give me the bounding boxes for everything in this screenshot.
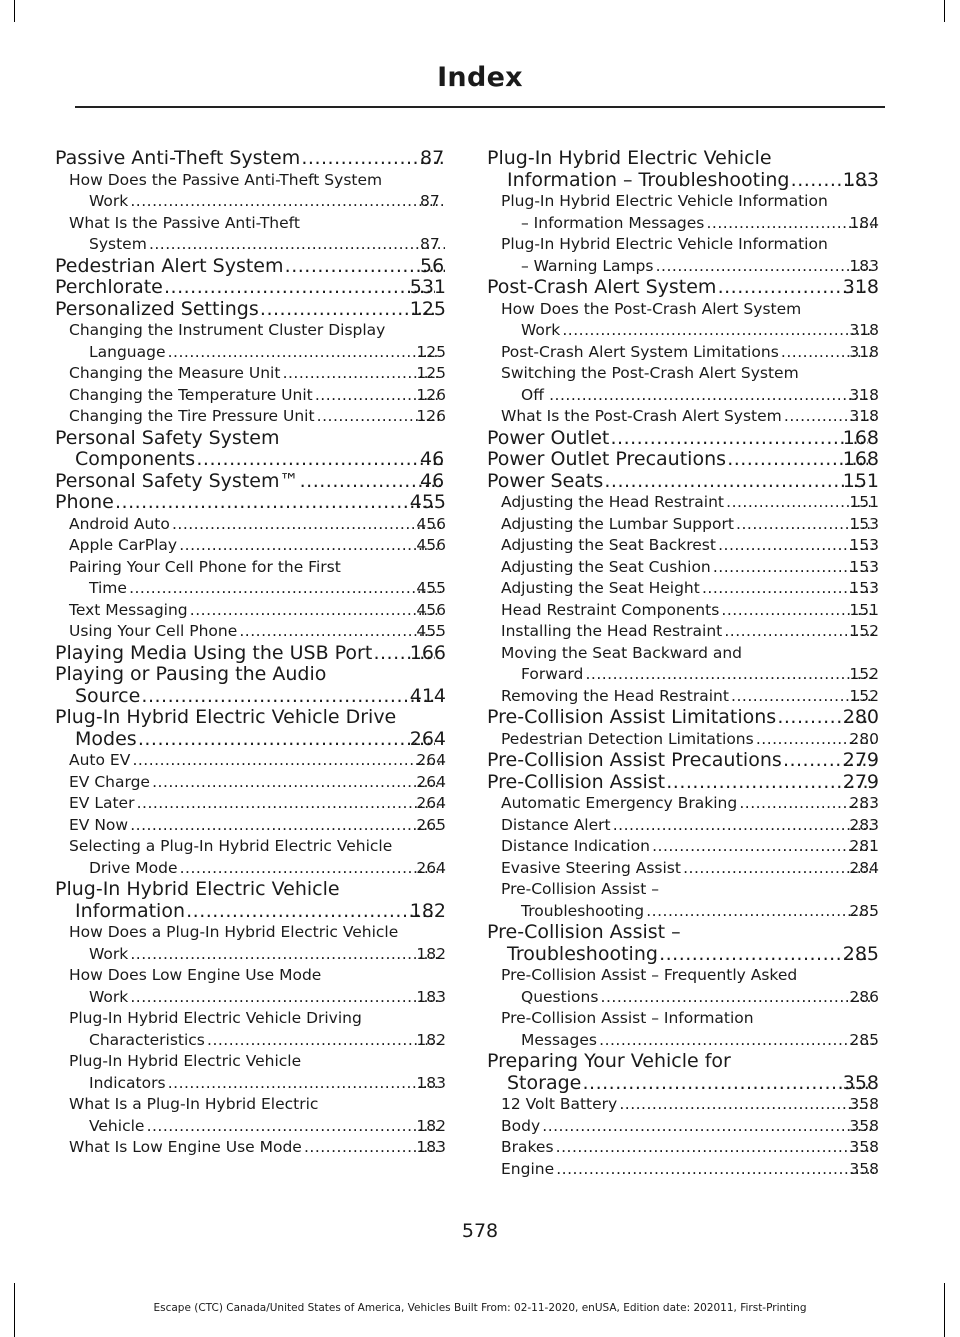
entry-page-number: 264 bbox=[416, 772, 446, 791]
entry-page-number: 455 bbox=[416, 622, 446, 640]
page-number: 578 bbox=[461, 1220, 499, 1242]
index-subentry bbox=[501, 815, 879, 837]
entry-title-line: Pre-Collision Assist – bbox=[501, 880, 659, 898]
entry-page-number: 455 bbox=[409, 491, 446, 513]
entry-title: Text Messaging bbox=[69, 600, 188, 619]
entry-page-number: 283 bbox=[849, 815, 879, 834]
entry-page-number: 358 bbox=[849, 1159, 879, 1178]
dot-leader bbox=[654, 256, 874, 278]
entry-title: Pre-Collision Assist Limitations bbox=[487, 706, 777, 728]
entry-title-line: Pairing Your Cell Phone for the First bbox=[69, 557, 341, 576]
entry-title-line: What Is the Passive Anti-Theft bbox=[69, 213, 300, 232]
dot-leader bbox=[186, 901, 435, 923]
entry-page-number: 279 bbox=[842, 770, 879, 793]
dot-leader bbox=[612, 815, 875, 837]
entry-page-number: 264 bbox=[416, 794, 446, 812]
entry-page-number: 456 bbox=[416, 536, 446, 554]
index-subentry bbox=[501, 729, 879, 751]
entry-page-number: 285 bbox=[849, 1030, 879, 1049]
entry-page-number: 153 bbox=[849, 536, 879, 554]
dot-leader bbox=[115, 492, 435, 514]
entry-title: Drive Mode bbox=[89, 858, 178, 877]
index-entry: Personal Safety System™ ..... 46 bbox=[55, 471, 446, 493]
entry-page-number: 183 bbox=[416, 987, 446, 1006]
entry-title: Changing the Tire Pressure Unit bbox=[69, 407, 315, 425]
entry-title-line: Pre-Collision Assist – Frequently Asked bbox=[501, 966, 798, 984]
index-entry bbox=[55, 707, 446, 750]
dot-leader bbox=[604, 471, 868, 493]
entry-title: What Is the Post-Crash Alert System bbox=[501, 407, 782, 425]
dot-leader bbox=[618, 1094, 874, 1116]
dot-leader bbox=[555, 1159, 874, 1181]
entry-title: Personalized Settings bbox=[55, 297, 259, 320]
crop-mark-top-left bbox=[14, 0, 15, 22]
entry-page-number: 125 bbox=[416, 364, 446, 382]
entry-page-number: 184 bbox=[849, 213, 879, 232]
entry-title: Body bbox=[501, 1116, 541, 1135]
entry-title-line: Plug-In Hybrid Electric Vehicle Driving bbox=[69, 1009, 362, 1027]
dot-leader bbox=[599, 987, 874, 1009]
entry-page-number: 318 bbox=[849, 342, 879, 361]
index-entry bbox=[55, 643, 446, 665]
entry-title: EV Now bbox=[69, 815, 129, 834]
header-divider bbox=[75, 106, 885, 108]
dot-leader bbox=[129, 987, 441, 1009]
index-subentry bbox=[69, 750, 446, 772]
entry-title: EV Charge bbox=[69, 772, 150, 791]
entry-page-number: 280 bbox=[842, 706, 879, 728]
entry-title: Auto EV bbox=[69, 751, 131, 769]
entry-title-line: Plug-In Hybrid Electric Vehicle bbox=[69, 1052, 302, 1070]
index-subentry bbox=[69, 815, 446, 837]
dot-leader bbox=[651, 836, 874, 858]
entry-title: Post-Crash Alert System bbox=[487, 276, 717, 298]
index-subentry bbox=[69, 1137, 446, 1159]
page-title: Index bbox=[437, 62, 523, 93]
index-subentry bbox=[501, 858, 879, 880]
entry-page-number: 455 bbox=[416, 579, 446, 597]
dot-leader bbox=[584, 664, 874, 686]
index-subentry bbox=[501, 965, 879, 1008]
entry-title-line: How Does Low Engine Use Mode bbox=[69, 966, 322, 984]
entry-title: Apple CarPlay bbox=[69, 536, 178, 554]
entry-title: Language bbox=[89, 342, 166, 361]
entry-title-line: Personal Safety System bbox=[55, 426, 280, 449]
index-subentry bbox=[501, 234, 879, 277]
dot-leader bbox=[610, 428, 867, 450]
entry-title: Time bbox=[89, 579, 127, 597]
index-entry bbox=[55, 277, 446, 299]
index-subentry bbox=[69, 514, 446, 536]
entry-page-number: 126 bbox=[416, 407, 446, 425]
entry-title: Questions bbox=[521, 987, 599, 1006]
index-column-left bbox=[55, 148, 446, 1159]
entry-title-line: Moving the Seat Backward and bbox=[501, 643, 742, 662]
index-subentry bbox=[69, 836, 446, 879]
entry-title: Adjusting the Seat Height bbox=[501, 579, 700, 597]
index-entry bbox=[487, 277, 879, 299]
entry-title: Pedestrian Alert System bbox=[55, 254, 284, 277]
entry-page-number: 166 bbox=[409, 641, 446, 664]
entry-page-number: 280 bbox=[849, 729, 879, 748]
entry-title: Work bbox=[89, 944, 129, 963]
entry-page-number: 182 bbox=[416, 1030, 446, 1049]
entry-title: Engine bbox=[501, 1159, 555, 1178]
entry-title-line: How Does the Post-Crash Alert System bbox=[501, 299, 802, 318]
index-subentry bbox=[501, 1116, 879, 1138]
dot-leader bbox=[659, 944, 868, 966]
dot-leader bbox=[206, 1030, 442, 1052]
index-entry bbox=[55, 879, 446, 922]
index-subentry bbox=[69, 320, 446, 363]
entry-title: Work bbox=[89, 192, 129, 210]
entry-title: Work bbox=[521, 321, 561, 339]
index-subentry bbox=[501, 793, 879, 815]
index-subentry: What Is the Passive Anti-Theft System ..... 87 bbox=[69, 213, 446, 256]
entry-title: Forward bbox=[521, 665, 584, 683]
entry-page-number: 182 bbox=[416, 944, 446, 963]
crop-mark-top-right bbox=[944, 0, 945, 22]
entry-page-number: 168 bbox=[842, 448, 879, 470]
entry-title-line: Plug-In Hybrid Electric Vehicle Information bbox=[501, 192, 828, 210]
index-entry bbox=[487, 1051, 879, 1094]
entry-title-line: How Does the Passive Anti-Theft System bbox=[69, 170, 383, 189]
entry-page-number: 265 bbox=[416, 815, 446, 834]
index-subentry bbox=[501, 299, 879, 342]
index-subentry bbox=[501, 1008, 879, 1051]
dot-leader bbox=[167, 342, 442, 364]
entry-page-number: 152 bbox=[849, 686, 879, 705]
entry-title: Source bbox=[75, 684, 141, 707]
entry-page-number: 456 bbox=[416, 600, 446, 619]
dot-leader bbox=[148, 234, 445, 256]
index-entry bbox=[487, 922, 879, 965]
dot-leader bbox=[167, 1073, 442, 1095]
entry-title: Post-Crash Alert System Limitations bbox=[501, 342, 779, 361]
index-entry bbox=[487, 707, 879, 729]
entry-title: Evasive Steering Assist bbox=[501, 858, 681, 877]
entry-title: Changing the Measure Unit bbox=[69, 364, 281, 382]
entry-title: Android Auto bbox=[69, 514, 170, 533]
entry-title: Indicators bbox=[89, 1073, 166, 1092]
index-subentry bbox=[501, 557, 879, 579]
dot-leader bbox=[129, 191, 445, 213]
index-subentry bbox=[69, 965, 446, 1008]
dot-leader bbox=[196, 449, 445, 471]
entry-title: Messages bbox=[521, 1030, 598, 1049]
entry-page-number: 264 bbox=[416, 751, 446, 769]
entry-title: Power Seats bbox=[487, 469, 604, 492]
entry-page-number: 283 bbox=[849, 794, 879, 812]
index-subentry bbox=[501, 535, 879, 557]
entry-title: Vehicle bbox=[89, 1116, 145, 1135]
index-subentry bbox=[501, 578, 879, 600]
entry-title: Passive Anti-Theft System bbox=[55, 147, 301, 169]
dot-leader bbox=[541, 1116, 874, 1138]
entry-page-number: 358 bbox=[849, 1138, 879, 1156]
index-subentry bbox=[501, 1159, 879, 1181]
entry-page-number: 153 bbox=[849, 579, 879, 597]
entry-title: Storage bbox=[507, 1071, 582, 1094]
entry-page-number: 281 bbox=[849, 837, 879, 855]
entry-title: Work bbox=[89, 987, 129, 1006]
index-subentry bbox=[501, 342, 879, 364]
dot-leader bbox=[701, 578, 875, 600]
entry-title: Perchlorate bbox=[55, 276, 163, 298]
dot-leader bbox=[582, 1073, 867, 1095]
dot-leader bbox=[131, 750, 441, 772]
entry-title: Distance Indication bbox=[501, 837, 650, 855]
dot-leader bbox=[129, 944, 441, 966]
entry-page-number: 358 bbox=[849, 1116, 879, 1135]
entry-page-number: 126 bbox=[416, 385, 446, 404]
index-entry bbox=[487, 428, 879, 450]
dot-leader bbox=[138, 729, 435, 751]
entry-title: Installing the Head Restraint bbox=[501, 622, 723, 640]
dot-leader bbox=[238, 621, 441, 643]
entry-page-number: 183 bbox=[416, 1138, 446, 1156]
entry-title: Troubleshooting bbox=[507, 942, 658, 965]
index-subentry bbox=[69, 363, 446, 385]
entry-title: Using Your Cell Phone bbox=[69, 622, 238, 640]
entry-title: Head Restraint Components bbox=[501, 600, 720, 619]
dot-leader bbox=[129, 815, 441, 837]
entry-page-number: 153 bbox=[849, 514, 879, 533]
entry-title: Phone bbox=[55, 491, 114, 513]
entry-title: Pre-Collision Assist Precautions bbox=[487, 749, 782, 771]
dot-leader bbox=[645, 901, 874, 923]
index-entry bbox=[487, 772, 879, 794]
entry-page-number: 264 bbox=[416, 858, 446, 877]
index-subentry bbox=[501, 600, 879, 622]
dot-leader bbox=[135, 793, 441, 815]
index-entry bbox=[55, 492, 446, 514]
dot-leader bbox=[145, 1116, 441, 1138]
index-subentry bbox=[501, 643, 879, 686]
entry-page-number: 151 bbox=[849, 600, 879, 619]
entry-title: – Warning Lamps bbox=[521, 256, 654, 275]
entry-title: Personal Safety System™ bbox=[55, 469, 299, 492]
entry-title: Adjusting the Seat Backrest bbox=[501, 536, 716, 554]
index-subentry bbox=[501, 514, 879, 536]
index-subentry bbox=[501, 686, 879, 708]
entry-title: Troubleshooting bbox=[521, 901, 645, 920]
index-subentry bbox=[69, 1051, 446, 1094]
entry-title-line: Playing or Pausing the Audio bbox=[55, 663, 327, 685]
entry-page-number: 285 bbox=[842, 942, 879, 965]
entry-title: Power Outlet bbox=[487, 426, 610, 449]
index-entry bbox=[55, 299, 446, 321]
entry-title-line: What Is a Plug-In Hybrid Electric bbox=[69, 1095, 319, 1113]
entry-title: Playing Media Using the USB Port bbox=[55, 641, 373, 664]
entry-page-number: 152 bbox=[849, 622, 879, 640]
dot-leader bbox=[561, 320, 874, 342]
index-subentry bbox=[501, 836, 879, 858]
entry-title-line: Pre-Collision Assist – bbox=[487, 921, 681, 943]
entry-title: Changing the Temperature Unit bbox=[69, 385, 313, 404]
entry-page-number: 152 bbox=[849, 665, 879, 683]
entry-title: 12 Volt Battery bbox=[501, 1095, 618, 1113]
entry-page-number: 264 bbox=[409, 727, 446, 750]
entry-title: Adjusting the Lumbar Support bbox=[501, 514, 734, 533]
index-subentry bbox=[69, 922, 446, 965]
index-column-right bbox=[487, 148, 879, 1180]
dot-leader bbox=[178, 858, 441, 880]
entry-title: Modes bbox=[75, 727, 137, 750]
entry-title: Power Outlet Precautions bbox=[487, 448, 727, 470]
index-subentry bbox=[69, 600, 446, 622]
index-subentry bbox=[501, 1094, 879, 1116]
index-subentry bbox=[69, 557, 446, 600]
entry-page-number: 285 bbox=[849, 901, 879, 920]
index-subentry bbox=[501, 879, 879, 922]
dot-leader bbox=[666, 772, 868, 794]
index-entry: Passive Anti-Theft System ..... 87 bbox=[55, 148, 446, 170]
index-entry bbox=[487, 471, 879, 493]
index-subentry bbox=[69, 621, 446, 643]
dot-leader bbox=[598, 1030, 874, 1052]
entry-title-line: Plug-In Hybrid Electric Vehicle bbox=[487, 147, 772, 169]
entry-page-number: 456 bbox=[416, 514, 446, 533]
dot-leader bbox=[128, 578, 441, 600]
dot-leader bbox=[141, 686, 434, 708]
entry-title: Adjusting the Seat Cushion bbox=[501, 557, 711, 576]
entry-title: Brakes bbox=[501, 1138, 554, 1156]
entry-page-number: 284 bbox=[849, 858, 879, 877]
entry-title: EV Later bbox=[69, 794, 135, 812]
entry-page-number: 318 bbox=[849, 407, 879, 425]
entry-title-line: Plug-In Hybrid Electric Vehicle Information bbox=[501, 235, 828, 253]
entry-page-number: 125 bbox=[416, 342, 446, 361]
entry-title: What Is Low Engine Use Mode bbox=[69, 1138, 302, 1156]
index-subentry: How Does the Passive Anti-Theft System Work ..... 87 bbox=[69, 170, 446, 213]
index-subentry bbox=[69, 385, 446, 407]
index-subentry bbox=[69, 535, 446, 557]
dot-leader bbox=[260, 299, 435, 321]
entry-page-number: 531 bbox=[409, 276, 446, 298]
entry-title-line: Selecting a Plug-In Hybrid Electric Vehicle bbox=[69, 837, 393, 855]
dot-leader bbox=[682, 858, 874, 880]
dot-leader bbox=[555, 1137, 875, 1159]
entry-title-line: Switching the Post-Crash Alert System bbox=[501, 364, 799, 382]
entry-title-line: Changing the Instrument Cluster Display bbox=[69, 321, 386, 339]
entry-page-number: 358 bbox=[849, 1095, 879, 1113]
entry-title: System bbox=[89, 235, 147, 253]
index-subentry bbox=[501, 1137, 879, 1159]
dot-leader bbox=[178, 535, 441, 557]
entry-page-number: 125 bbox=[409, 297, 446, 320]
dot-leader bbox=[189, 600, 442, 622]
dot-leader bbox=[548, 385, 874, 407]
entry-page-number: 358 bbox=[842, 1071, 879, 1094]
entry-title: Information bbox=[75, 899, 185, 922]
entry-page-number: 182 bbox=[409, 899, 446, 922]
index-subentry bbox=[501, 406, 879, 428]
entry-title: Automatic Emergency Braking bbox=[501, 794, 738, 812]
entry-page-number: 279 bbox=[842, 749, 879, 771]
entry-page-number: 183 bbox=[416, 1073, 446, 1092]
entry-page-number: 318 bbox=[842, 276, 879, 298]
dot-leader bbox=[164, 277, 435, 299]
index-subentry: Switching the Post-Crash Alert System Off ..... 318 bbox=[501, 363, 879, 406]
index-subentry bbox=[69, 793, 446, 815]
index-subentry bbox=[69, 772, 446, 794]
entry-title: Removing the Head Restraint bbox=[501, 686, 729, 705]
entry-page-number: 153 bbox=[849, 557, 879, 576]
index-entry bbox=[487, 148, 879, 191]
index-entry bbox=[55, 664, 446, 707]
entry-page-number: 183 bbox=[849, 256, 879, 275]
entry-title: Components bbox=[75, 448, 196, 470]
entry-page-number: 151 bbox=[849, 493, 879, 511]
entry-title: Characteristics bbox=[89, 1030, 205, 1049]
index-subentry bbox=[501, 621, 879, 643]
entry-title-line: How Does a Plug-In Hybrid Electric Vehicle bbox=[69, 923, 399, 941]
index-subentry bbox=[501, 492, 879, 514]
entry-page-number: 168 bbox=[842, 426, 879, 449]
entry-title-line: Plug-In Hybrid Electric Vehicle Drive bbox=[55, 706, 397, 728]
entry-title: – Information Messages bbox=[521, 213, 705, 232]
entry-title-line: Pre-Collision Assist – Information bbox=[501, 1009, 754, 1027]
dot-leader bbox=[171, 514, 442, 536]
index-entry: Pedestrian Alert System ..... 56 bbox=[55, 256, 446, 278]
dot-leader bbox=[151, 772, 441, 794]
index-entry bbox=[487, 750, 879, 772]
entry-title: Information – Troubleshooting bbox=[507, 168, 790, 191]
entry-title: Distance Alert bbox=[501, 815, 611, 834]
index-subentry bbox=[501, 191, 879, 234]
entry-page-number: 151 bbox=[842, 469, 879, 492]
entry-title: Adjusting the Head Restraint bbox=[501, 493, 725, 511]
entry-title: Pre-Collision Assist bbox=[487, 770, 666, 793]
index-entry bbox=[487, 449, 879, 471]
index-subentry bbox=[69, 1094, 446, 1137]
entry-page-number: 182 bbox=[416, 1116, 446, 1135]
index-entry: Personal Safety System Components ..... 46 bbox=[55, 428, 446, 471]
entry-title-line: Preparing Your Vehicle for bbox=[487, 1050, 731, 1072]
entry-page-number: 183 bbox=[842, 168, 879, 191]
entry-page-number: 318 bbox=[849, 321, 879, 339]
entry-title: Pedestrian Detection Limitations bbox=[501, 729, 754, 748]
entry-page-number: 318 bbox=[849, 385, 879, 404]
entry-page-number: 414 bbox=[409, 684, 446, 707]
index-subentry bbox=[69, 406, 446, 428]
entry-title-line: Plug-In Hybrid Electric Vehicle bbox=[55, 878, 340, 900]
footer-text: Escape (CTC) Canada/United States of America, Vehicles Built From: 02-11-2020, enUSA, Edition date: 202011, First-Printing bbox=[153, 1302, 807, 1314]
index-subentry bbox=[69, 1008, 446, 1051]
entry-page-number: 286 bbox=[849, 987, 879, 1006]
